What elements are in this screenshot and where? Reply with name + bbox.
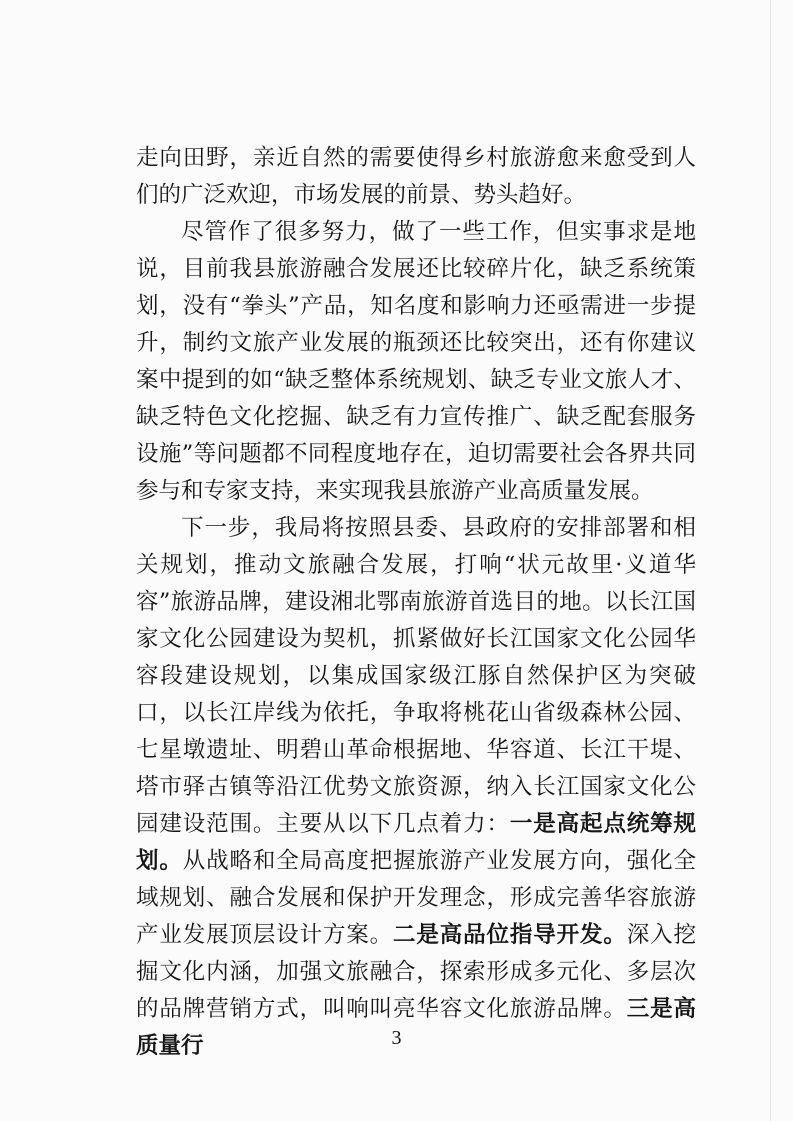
text-run: 从战略和全局高度把握旅游产业发展方向，强化全域规划、融合发展和保护开发理念，形成完善华容旅游产业发展顶层设计方案。 (136, 848, 696, 948)
page-number: 3 (391, 1027, 402, 1049)
bold-heading-run: 二是高品位指导开发。 (393, 922, 627, 948)
bold-heading-run: 一是高起点统筹规划。 (136, 811, 696, 874)
paragraph-3 (136, 510, 696, 1065)
text-run: 深入挖掘文化内涵，加强文旅融合，探索形成多元化、多层次的品牌营销方式，叫响叫亮华容文化旅游品牌。 (136, 922, 696, 1022)
body-text (136, 140, 696, 1065)
text-run: 走向田野，亲近自然的需要使得乡村旅游愈来愈受到人们的广泛欢迎，市场发展的前景、势头趋好。 (136, 145, 696, 208)
bold-heading-run: 三是高质量行 (136, 996, 696, 1059)
scan-edge-line (770, 0, 771, 1121)
text-run: 下一步，我局将按照县委、县政府的安排部署和相关规划，推动文旅融合发展，打响“状元故里·义道华容”旅游品牌，建设湘北鄂南旅游首选目的地。以长江国家文化公园建设为契机，抓紧做好长江国家文化公园华容段建设规划，以集成国家级江豚自然保护区为突破口，以长江岸线为依托，争取将桃花山省级森林公园、七星墩遗址、明碧山革命根据地、华容道、长江干堤、塔市驿古镇等沿江优势文旅资源，纳入长江国家文化公园建设范围。主要从以下几点着力： (136, 515, 696, 837)
paragraph-2 (136, 214, 696, 510)
paragraph-1 (136, 140, 696, 214)
text-run: 尽管作了很多努力，做了一些工作，但实事求是地说，目前我县旅游融合发展还比较碎片化，缺乏系统策划，没有“拳头”产品，知名度和影响力还亟需进一步提升，制约文旅产业发展的瓶颈还比较突出，还有你建议案中提到的如“缺乏整体系统规划、缺乏专业文旅人才、缺乏特色文化挖掘、缺乏有力宣传推广、缺乏配套服务设施”等问题都不同程度地存在，迫切需要社会各界共同参与和专家支持，来实现我县旅游产业高质量发展。 (136, 219, 696, 504)
